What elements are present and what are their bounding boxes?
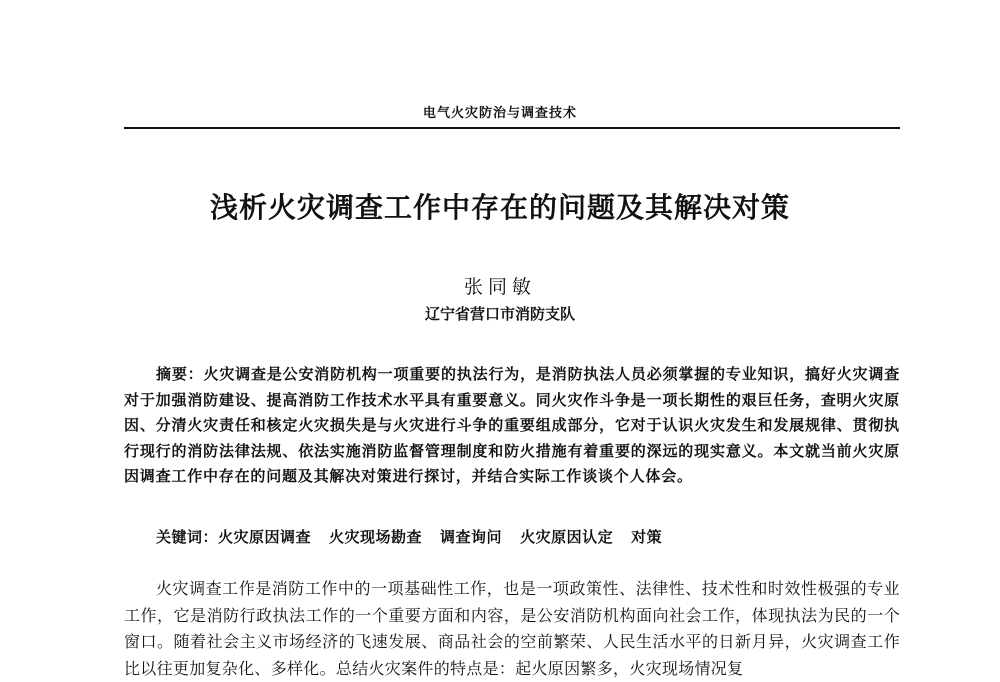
header-rule [124,127,900,129]
author-affiliation: 辽宁省营口市消防支队 [424,305,575,323]
keyword-item: 火灾原因调查 [218,528,312,546]
running-header: 电气火灾防治与调查技术 [422,106,577,121]
keywords-label: 关键词： [156,528,219,546]
abstract [124,362,900,490]
keyword-item: 调查询问 [440,528,503,546]
keyword-item: 对策 [631,528,663,546]
abstract-label: 摘要： [156,365,204,383]
abstract-text: 火灾调查是公安消防机构一项重要的执法行为，是消防执法人员必须掌握的专业知识，搞好火灾调查对于加强消防建设、提高消防工作技术水平具有重要意义。同火灾作斗争是一项长期性的艰巨任务，查明火灾原因、分清火灾责任和核定火灾损失是与火灾进行斗争的重要组成部分，它对于认识火灾发生和发展规律、贯彻执行现行的消防法律法规、依法实施消防监督管理制度和防火措施有着重要的深远的现实意义。本文就当前火灾原因调查工作中存在的问题及其解决对策进行探讨，并结合实际工作谈谈个人体会。 [124,365,900,485]
keyword-item: 火灾原因认定 [520,528,614,546]
article-title: 浅析火灾调查工作中存在的问题及其解决对策 [209,191,790,224]
keyword-item: 火灾现场勘查 [329,528,423,546]
keywords [156,526,900,547]
body-paragraph: 火灾调查工作是消防工作中的一项基础性工作，也是一项政策性、法律性、技术性和时效性极强的专业工作，它是消防行政执法工作的一个重要方面和内容，是公安消防机构面向社会工作，体现执法为民的一个窗口。随着社会主义市场经济的飞速发展、商品社会的空前繁荣、人民生活水平的日新月异，火灾调查工作比以往更加复杂化、多样化。总结火灾案件的特点是：起火原因繁多，火灾现场情况复 [124,579,900,678]
author-name: 张同敏 [463,276,536,298]
